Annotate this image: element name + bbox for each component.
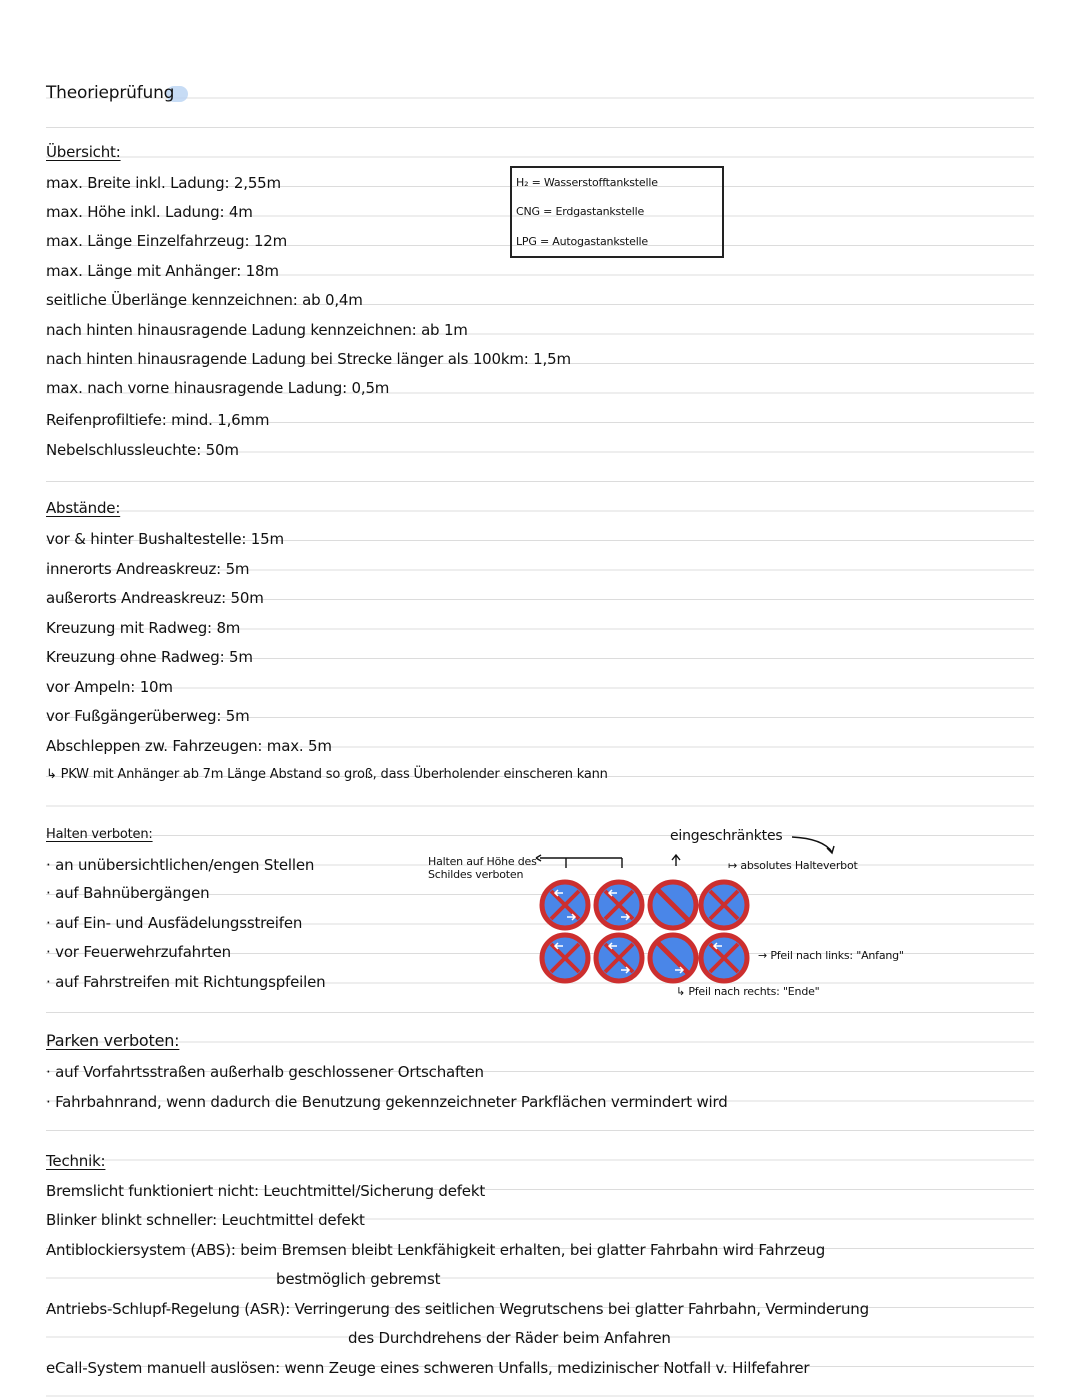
heading-technik: Technik: xyxy=(46,1152,106,1170)
list-item: max. Länge mit Anhänger: 18m xyxy=(46,262,279,280)
box-line-cng: CNG = Erdgastankstelle xyxy=(516,205,645,218)
list-item: max. Breite inkl. Ladung: 2,55m xyxy=(46,174,281,192)
sign-halteverbot-mitte-icon xyxy=(596,935,642,981)
heading-parken: Parken verboten: xyxy=(46,1031,180,1050)
list-item: eCall-System manuell auslösen: wenn Zeuge eines schweren Unfalls, medizinischer Notfall v. Hilfefahrer xyxy=(46,1359,810,1377)
sign-halteverbot-anfang-icon xyxy=(542,935,588,981)
list-item: · an unübersichtlichen/engen Stellen xyxy=(46,856,315,874)
list-item: nach hinten hinausragende Ladung kennzeichnen: ab 1m xyxy=(46,321,468,339)
sign-row-top xyxy=(542,882,747,928)
list-item: · auf Bahnübergängen xyxy=(46,884,210,902)
box-line-h2: H₂ = Wasserstofftankstelle xyxy=(516,176,658,189)
heading-abstaende: Abstände: xyxy=(46,499,121,517)
list-item: · Fahrbahnrand, wenn dadurch die Benutzung gekennzeichneter Parkflächen vermindert wird xyxy=(46,1093,728,1111)
list-item: vor Ampeln: 10m xyxy=(46,678,173,696)
list-item: max. nach vorne hinausragende Ladung: 0,5m xyxy=(46,379,390,397)
list-item: Nebelschlussleuchte: 50m xyxy=(46,441,239,459)
list-item: Abschleppen zw. Fahrzeugen: max. 5m xyxy=(46,737,332,755)
sign-eingeschraenkt-icon xyxy=(650,882,696,928)
sign-absolut-anfang-icon xyxy=(701,935,747,981)
sign-halteverbot-icon xyxy=(542,882,588,928)
sign-eingeschraenkt-ende-icon xyxy=(650,935,696,981)
list-item: · vor Feuerwehrzufahrten xyxy=(46,943,231,961)
list-item: außerorts Andreaskreuz: 50m xyxy=(46,589,264,607)
list-item-continued: des Durchdrehens der Räder beim Anfahren xyxy=(348,1329,671,1347)
list-item: vor Fußgängerüberweg: 5m xyxy=(46,707,250,725)
list-item-note: ↳ PKW mit Anhänger ab 7m Länge Abstand so groß, dass Überholender einscheren kann xyxy=(46,767,608,782)
list-item-continued: bestmöglich gebremst xyxy=(276,1270,441,1288)
list-item: Kreuzung ohne Radweg: 5m xyxy=(46,648,253,666)
list-item: Antriebs-Schlupf-Regelung (ASR): Verringerung des seitlichen Wegrutschens bei glatter Fahrbahn, Verminderung xyxy=(46,1300,869,1318)
list-item: Blinker blinkt schneller: Leuchtmittel defekt xyxy=(46,1211,365,1229)
note-pfeil-rechts: ↳ Pfeil nach rechts: "Ende" xyxy=(676,985,820,998)
list-item: nach hinten hinausragende Ladung bei Strecke länger als 100km: 1,5m xyxy=(46,350,571,368)
list-item: · auf Vorfahrtsstraßen außerhalb geschlossener Ortschaften xyxy=(46,1063,484,1081)
list-item: Kreuzung mit Radweg: 8m xyxy=(46,619,241,637)
note-eingeschraenkt: eingeschränktes xyxy=(670,828,783,844)
list-item: innerorts Andreaskreuz: 5m xyxy=(46,560,250,578)
sign-row-bottom xyxy=(542,935,747,981)
note-absolut: ↦ absolutes Halteverbot xyxy=(728,859,858,872)
sign-halteverbot-icon xyxy=(596,882,642,928)
page-title: Theorieprüfung xyxy=(46,83,175,103)
box-line-lpg: LPG = Autogastankstelle xyxy=(516,235,648,248)
list-item: max. Länge Einzelfahrzeug: 12m xyxy=(46,232,288,250)
list-item: Reifenprofiltiefe: mind. 1,6mm xyxy=(46,411,270,429)
list-item: · auf Ein- und Ausfädelungsstreifen xyxy=(46,914,303,932)
list-item: Bremslicht funktioniert nicht: Leuchtmittel/Sicherung defekt xyxy=(46,1182,486,1200)
note-pfeil-links: → Pfeil nach links: "Anfang" xyxy=(758,949,904,962)
note-hoehe-schild: Halten auf Höhe des Schildes verboten xyxy=(428,855,537,881)
list-item: max. Höhe inkl. Ladung: 4m xyxy=(46,203,253,221)
heading-uebersicht: Übersicht: xyxy=(46,143,121,161)
list-item: vor & hinter Bushaltestelle: 15m xyxy=(46,530,284,548)
list-item: · auf Fahrstreifen mit Richtungspfeilen xyxy=(46,973,326,991)
sign-absolut-icon xyxy=(701,882,747,928)
list-item: seitliche Überlänge kennzeichnen: ab 0,4m xyxy=(46,291,363,309)
list-item: Antiblockiersystem (ABS): beim Bremsen bleibt Lenkfähigkeit erhalten, bei glatter Fahrbahn wird Fahrzeug xyxy=(46,1241,826,1259)
heading-halten: Halten verboten: xyxy=(46,827,153,842)
